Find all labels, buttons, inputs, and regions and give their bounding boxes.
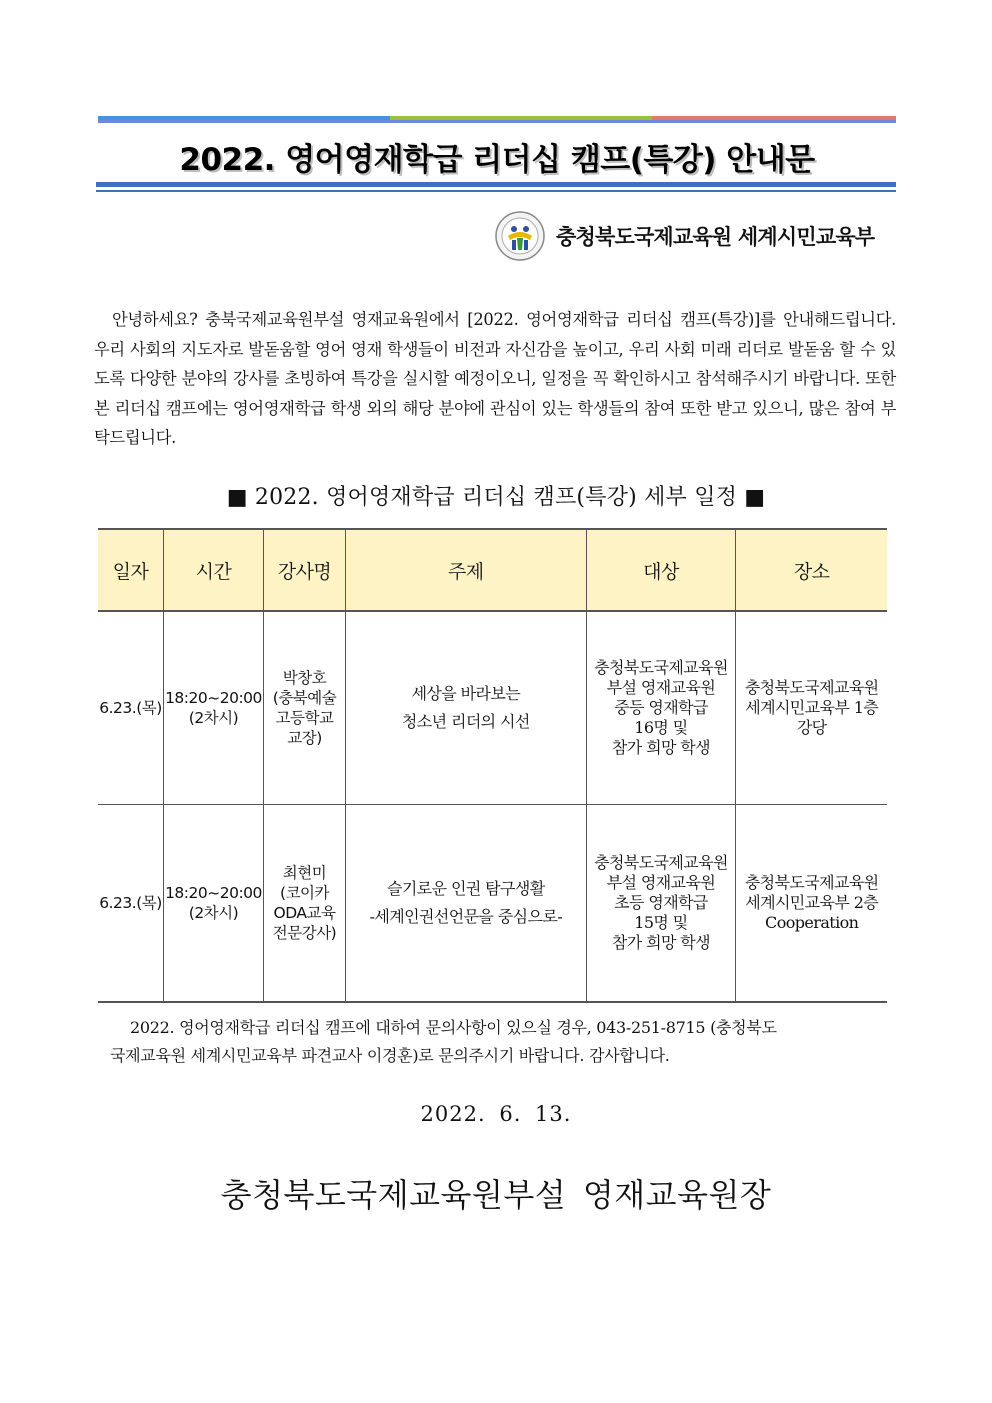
top-color-bar (98, 116, 896, 123)
contact-paragraph (110, 1014, 896, 1070)
cell-date: 6.23.(목) (98, 805, 164, 1003)
column-header-time: 시간 (164, 529, 264, 611)
cell-date: 6.23.(목) (98, 611, 164, 805)
cell-place: 충청북도국제교육원 세계시민교육부 2층 Cooperation (736, 805, 887, 1003)
cell-place: 충청북도국제교육원 세계시민교육부 1층 강당 (736, 611, 887, 805)
column-header-topic: 주제 (346, 529, 586, 611)
cell-topic: 세상을 바라보는 청소년 리더의 시선 (346, 611, 586, 805)
organization-header (494, 210, 874, 262)
document-date: 2022. 6. 13. (420, 1102, 572, 1126)
column-header-place: 장소 (736, 529, 887, 611)
cell-time: 18:20~20:00 (2차시) (164, 611, 264, 805)
table-row (98, 611, 887, 805)
column-header-lecturer: 강사명 (263, 529, 345, 611)
schedule-table (98, 528, 887, 1003)
signer-title: 충청북도국제교육원부설 영재교육원장 (220, 1176, 772, 1214)
cell-lecturer: 최현미 (코이카 ODA교육 전문강사) (263, 805, 345, 1003)
column-header-audience: 대상 (586, 529, 736, 611)
table-row (98, 805, 887, 1003)
top-bar-underline (98, 120, 896, 123)
schedule-heading: ■ 2022. 영어영재학급 리더십 캠프(특강) 세부 일정 ■ (226, 485, 766, 510)
organization-logo-icon (494, 210, 546, 262)
cell-audience: 충청북도국제교육원 부설 영재교육원 중등 영재학급 16명 및 참가 희망 학생 (586, 611, 736, 805)
intro-paragraph (94, 305, 896, 453)
document-title: 2022. 영어영재학급 리더십 캠프(특강) 안내문 (179, 142, 815, 178)
cell-audience: 충청북도국제교육원 부설 영재교육원 초등 영재학급 15명 및 참가 희망 학생 (586, 805, 736, 1003)
contact-line-2: 국제교육원 세계시민교육부 파견교사 이경훈)로 문의주시기 바랍니다. 감사합니다. (110, 1046, 670, 1065)
organization-name: 충청북도국제교육원 세계시민교육부 (556, 225, 875, 249)
title-underline-bars (96, 182, 896, 192)
cell-time: 18:20~20:00 (2차시) (164, 805, 264, 1003)
column-header-date: 일자 (98, 529, 164, 611)
cell-topic: 슬기로운 인권 탐구생활 -세계인권선언문을 중심으로- (346, 805, 586, 1003)
table-header-row (98, 529, 887, 611)
intro-text: 안녕하세요? 충북국제교육원부설 영재교육원에서 [2022. 영어영재학급 리더십 캠프(특강)]를 안내해드립니다. 우리 사회의 지도자로 발돋움할 영어 영재 학생들이 비전과 자신감을 높이고, 우리 사회 미래 리더로 발돋움 할 수 있도록 다양한 분야의 강사를 초빙하여 특강을 실시할 예정이오니, 일정을 꼭 확인하시고 참석해주시기 바랍니다. 또한 본 리더십 캠프에는 영어영재학급 학생 외의 해당 분야에 관심이 있는 학생들의 참여 또한 받고 있으니, 많은 참여 부탁드립니다. (94, 310, 896, 447)
cell-lecturer: 박창호 (충북예술 고등학교 교장) (263, 611, 345, 805)
contact-line-1: 2022. 영어영재학급 리더십 캠프에 대하여 문의사항이 있으실 경우, 043-251-8715 (충청북도 (130, 1018, 777, 1037)
